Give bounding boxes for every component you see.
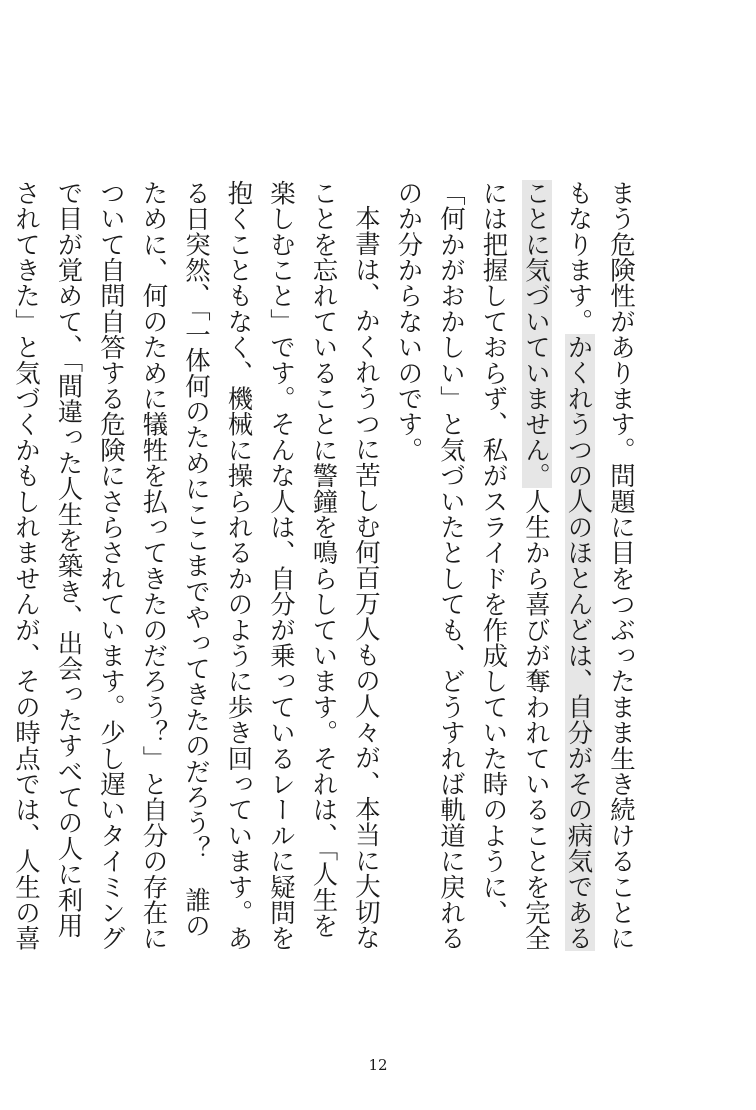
- text-segment: 本書は、かくれうつに苦しむ何百万人もの人々が、本当に大切なことを忘れていることに警鐘を鳴らしています。それは、「人生を楽しむこと」です。そんな人は、自分が乗っているレールに疑問を抱くこともなく、機械に操られるかのように歩き回っています。ある日突然、「一体何のためにここまでやってきたのだろう？ 誰のために、何のために犠牲を払ってきたのだろう？」と自分の存在について自問自答する危険にさらされています。少し遅いタイミングで目が覚めて、「間違った人生を築き、出会ったすべての人に利用されてきた」と気づくかもしれませんが、その時点では、人生の喜: [12, 180, 382, 951]
- text-segment: 人生から喜びが奪われていることを完全には把握しておらず、私がスライドを作成していた時のように、「何かがおかしい」と気づいたとしても、どうすれば軌道に戻れるのか分からないのです。: [394, 180, 552, 952]
- body-text-column: [12, 180, 643, 960]
- paragraph: [388, 180, 643, 960]
- text-segment: まう危険性があります。問題に目をつぶったまま生き続けることにもなります。: [564, 180, 637, 951]
- page-number: 12: [368, 1056, 388, 1074]
- paragraph: [0, 180, 388, 960]
- highlighted-text: かくれうつの人のほとんどは、自分がその病気であることに気づいていません。: [522, 180, 595, 952]
